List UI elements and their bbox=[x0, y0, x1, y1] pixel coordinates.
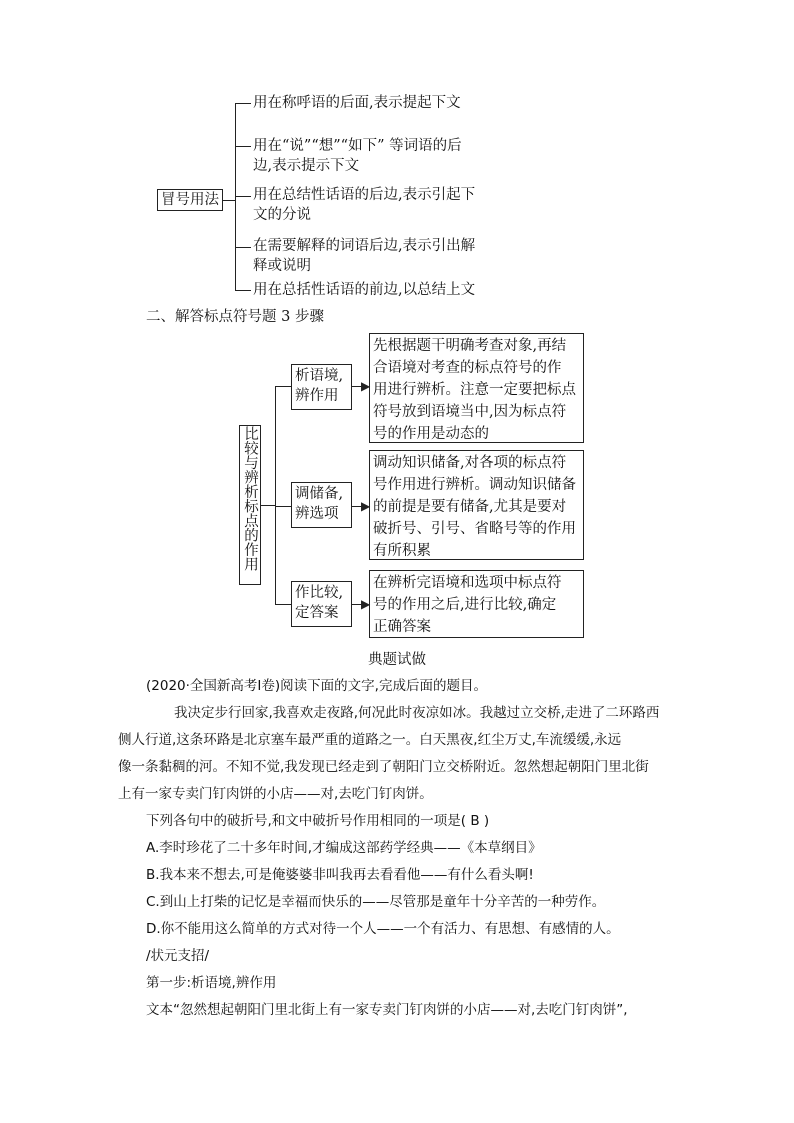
option-item: D.你不能用这么简单的方式对待一个人——一个有活力、有思想、有感情的人。 bbox=[146, 921, 620, 937]
step-label: 作比较, bbox=[295, 585, 344, 601]
colon-item: 用在总结性话语的后边,表示引起下 bbox=[253, 187, 476, 203]
step-label-box bbox=[291, 581, 352, 627]
steps-root-label: 比较与辨析标点的作用 bbox=[242, 426, 258, 571]
passage-line: 我决定步行回家,我喜欢走夜路,何况此时夜凉如冰。我越过立交桥,走进了二环路西 bbox=[174, 705, 660, 721]
option-item: C.到山上打柴的记忆是幸福而快乐的——尽管那是童年十分辛苦的一种劳作。 bbox=[146, 894, 606, 910]
step-desc-line: 先根据题干明确考查对象,再结 bbox=[373, 338, 567, 354]
step-desc-line: 号作用进行辨析。调动知识储备 bbox=[373, 477, 576, 493]
colon-item: 文的分说 bbox=[253, 207, 311, 223]
example-heading: 典题试做 bbox=[368, 652, 426, 668]
colon-item: 用在“说”“想”“如下” 等词语的后 bbox=[253, 138, 462, 154]
step-desc-line: 调动知识储备,对各项的标点符 bbox=[373, 455, 567, 471]
option-item: B.我本来不想去,可是俺婆婆非叫我再去看看他——有什么看头啊! bbox=[146, 867, 534, 883]
step-desc-box bbox=[369, 570, 584, 638]
analysis-text: 文本“忽然想起朝阳门里北街上有一家专卖门钉肉饼的小店——对,去吃门钉肉饼”, bbox=[146, 1002, 628, 1018]
colon-item: 边,表示提示下文 bbox=[253, 158, 360, 174]
step-desc-box bbox=[369, 333, 584, 443]
tip-label: /状元支招/ bbox=[146, 948, 210, 964]
step-desc-line: 号的作用是动态的 bbox=[373, 426, 489, 442]
section-heading: 二、解答标点符号题 3 步骤 bbox=[146, 309, 324, 325]
arrow-right-icon: ▶ bbox=[361, 499, 371, 513]
step-desc-line: 破折号、引号、省略号等的作用 bbox=[373, 521, 576, 537]
step-label-box bbox=[291, 482, 352, 528]
passage-line: 上有一家专卖门钉肉饼的小店——对,去吃门钉肉饼。 bbox=[118, 786, 433, 802]
step-label: 析语境, bbox=[295, 368, 344, 384]
step-desc-line: 有所积累 bbox=[373, 543, 431, 559]
step-desc-line: 合语境对考查的标点符号的作 bbox=[373, 360, 562, 376]
steps-root-box bbox=[239, 425, 261, 585]
step-desc-line: 的前提是要有储备,尤其是要对 bbox=[373, 499, 567, 515]
passage-line: 侧人行道,这条环路是北京塞车最严重的道路之一。白天黑夜,红尘万丈,车流缓缓,永远 bbox=[118, 732, 622, 748]
option-item: A.李时珍花了二十多年时间,才编成这部药学经典——《本草纲目》 bbox=[146, 840, 542, 856]
arrow-right-icon: ▶ bbox=[361, 379, 371, 393]
colon-label-box bbox=[157, 189, 223, 211]
colon-item: 用在总括性话语的前边,以总结上文 bbox=[253, 282, 476, 298]
colon-item: 用在称呼语的后面,表示提起下文 bbox=[253, 95, 461, 111]
step-label: 调储备, bbox=[295, 486, 344, 502]
colon-label: 冒号用法 bbox=[161, 192, 219, 208]
step-desc-line: 在辨析完语境和选项中标点符 bbox=[373, 575, 562, 591]
step-desc-line: 用进行辨析。注意一定要把标点 bbox=[373, 382, 576, 398]
passage-line: 像一条黏稠的河。不知不觉,我发现已经走到了朝阳门立交桥附近。忽然想起朝阳门里北街 bbox=[118, 759, 649, 775]
step-desc-line: 正确答案 bbox=[373, 619, 431, 635]
step-label-box bbox=[291, 364, 352, 410]
example-source: (2020·全国新高考Ⅰ卷)阅读下面的文字,完成后面的题目。 bbox=[146, 678, 487, 694]
step-desc-line: 符号放到语境当中,因为标点符 bbox=[373, 404, 567, 420]
colon-item: 在需要解释的词语后边,表示引出解 bbox=[253, 238, 476, 254]
arrow-right-icon: ▶ bbox=[361, 597, 371, 611]
step-label: 辨选项 bbox=[295, 506, 339, 522]
colon-item: 释或说明 bbox=[253, 258, 311, 274]
question-text: 下列各句中的破折号,和文中破折号作用相同的一项是( B ) bbox=[146, 813, 490, 829]
step-label: 辨作用 bbox=[295, 388, 339, 404]
step1-label: 第一步:析语境,辨作用 bbox=[146, 975, 277, 991]
step-desc-box bbox=[369, 450, 584, 560]
step-desc-line: 号的作用之后,进行比较,确定 bbox=[373, 597, 557, 613]
step-label: 定答案 bbox=[295, 605, 339, 621]
